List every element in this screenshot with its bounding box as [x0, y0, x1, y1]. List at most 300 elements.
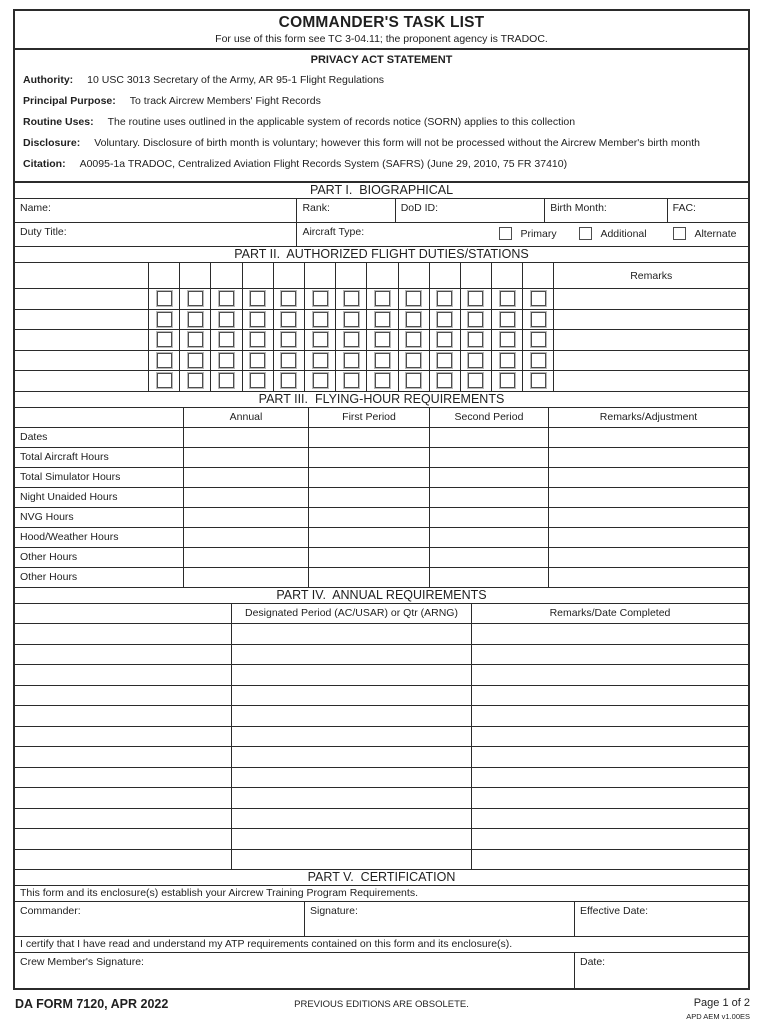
duty-checkbox-r3c6[interactable] [344, 353, 359, 368]
duty-checkbox-r1c2[interactable] [219, 312, 234, 327]
part3-row-2 [15, 468, 748, 488]
part4-period-cell[interactable] [231, 727, 471, 747]
certification-statement: This form and its enclosure(s) establish your Aircrew Training Program Requirements. [15, 886, 748, 902]
part2-row [15, 371, 748, 392]
duty-checkbox-r0c12[interactable] [531, 291, 546, 306]
part2-header-cell [429, 263, 460, 288]
duty-checkbox-r3c1[interactable] [188, 353, 203, 368]
part4-row-8 [15, 788, 748, 809]
part3-cell[interactable] [183, 568, 308, 587]
duty-checkbox-r3c3[interactable] [250, 353, 265, 368]
duty-checkbox-r4c1[interactable] [188, 373, 203, 388]
part3-cell[interactable] [308, 428, 429, 447]
part3-row-7 [15, 568, 748, 588]
part4-task-cell[interactable] [15, 624, 231, 644]
duty-checkbox-r4c6[interactable] [344, 373, 359, 388]
part2-header-cell [491, 263, 522, 288]
duty-checkbox-r4c0[interactable] [157, 373, 172, 388]
part2-checkbox-cell [210, 330, 241, 350]
part4-period-cell[interactable] [231, 768, 471, 788]
crew-signature-field[interactable] [15, 953, 574, 988]
duty-checkbox-r1c0[interactable] [157, 312, 172, 327]
birth-month-field[interactable] [544, 199, 666, 222]
part4-period-cell[interactable] [231, 665, 471, 685]
part2-checkbox-cell [242, 371, 273, 391]
duty-checkbox-r2c1[interactable] [188, 332, 203, 347]
part2-station-label-cell[interactable] [15, 263, 148, 288]
apd-version: APD AEM v1.00ES [686, 1012, 750, 1021]
part3-row-label: Other Hours [20, 550, 78, 563]
fac-field[interactable] [667, 199, 748, 222]
part2-checkbox-cell [491, 330, 522, 350]
part3-cell[interactable] [429, 448, 548, 467]
duty-checkbox-r2c9[interactable] [437, 332, 452, 347]
privacy-row-1 [15, 95, 748, 108]
duty-checkbox-r0c9[interactable] [437, 291, 452, 306]
part2-remarks-header: Remarks [553, 263, 748, 288]
duty-checkbox-r0c1[interactable] [188, 291, 203, 306]
part4-period-cell[interactable] [231, 850, 471, 870]
flying-hour-table [15, 408, 748, 588]
page-indicator: Page 1 of 2 [693, 997, 750, 1009]
part2-checkbox-cell [460, 351, 491, 371]
part4-task-cell[interactable] [15, 686, 231, 706]
part2-row [15, 351, 748, 372]
part4-row-6 [15, 747, 748, 768]
part2-checkbox-cell [335, 351, 366, 371]
duty-title-label: Duty Title: [20, 226, 67, 238]
privacy-row-label: Principal Purpose: [23, 95, 116, 107]
part4-remarks-cell[interactable] [471, 850, 748, 870]
part2-remarks-cell[interactable] [553, 330, 748, 350]
duty-checkbox-r3c9[interactable] [437, 353, 452, 368]
duty-checkbox-r2c4[interactable] [281, 332, 296, 347]
part2-checkbox-cell [398, 310, 429, 330]
duty-checkbox-r1c12[interactable] [531, 312, 546, 327]
part2-checkbox-cell [429, 289, 460, 309]
part3-cell[interactable] [548, 448, 748, 467]
editions-note: PREVIOUS EDITIONS ARE OBSOLETE. [294, 999, 469, 1010]
part3-cell[interactable] [308, 528, 429, 547]
rank-label: Rank: [302, 202, 330, 214]
aircraft-type-field[interactable] [296, 223, 748, 246]
part4-remarks-cell[interactable] [471, 624, 748, 644]
part4-task-cell[interactable] [15, 788, 231, 808]
part2-checkbox-cell [398, 330, 429, 350]
part1-row-biographical [15, 199, 748, 223]
commander-signature-row [15, 902, 748, 937]
duty-checkbox-r1c9[interactable] [437, 312, 452, 327]
part2-row [15, 330, 748, 351]
part4-row-4 [15, 706, 748, 727]
part3-col-header: Second Period [429, 408, 548, 427]
duty-checkbox-r3c5[interactable] [313, 353, 328, 368]
part2-checkbox-cell [522, 310, 553, 330]
part2-checkbox-cell [522, 351, 553, 371]
aircraft-type-label: Aircraft Type: [302, 226, 365, 238]
part4-task-cell[interactable] [15, 727, 231, 747]
part2-header-cell [304, 263, 335, 288]
part3-cell[interactable] [308, 468, 429, 487]
duty-checkbox-r3c7[interactable] [375, 353, 390, 368]
part3-row-3 [15, 488, 748, 508]
part3-cell[interactable] [308, 508, 429, 527]
part2-header-cell [148, 263, 179, 288]
part3-cell[interactable] [548, 568, 748, 587]
duty-checkbox-r4c7[interactable] [375, 373, 390, 388]
part3-cell[interactable] [548, 488, 748, 507]
duty-checkbox-r0c8[interactable] [406, 291, 421, 306]
part4-task-cell[interactable] [15, 768, 231, 788]
duty-checkbox-r1c10[interactable] [468, 312, 483, 327]
duty-checkbox-r0c5[interactable] [313, 291, 328, 306]
part2-checkbox-cell [273, 310, 304, 330]
part4-remarks-cell[interactable] [471, 645, 748, 665]
part4-task-cell[interactable] [15, 706, 231, 726]
duty-checkbox-r4c10[interactable] [468, 373, 483, 388]
duty-checkbox-r2c6[interactable] [344, 332, 359, 347]
part3-row-label: Hood/Weather Hours [20, 530, 119, 543]
additional-option [579, 227, 646, 240]
part4-remarks-cell[interactable] [471, 747, 748, 767]
part3-row-label: Total Simulator Hours [20, 470, 121, 483]
dod-id-field[interactable] [395, 199, 545, 222]
privacy-act-header: PRIVACY ACT STATEMENT [310, 54, 453, 66]
birth-month-label: Birth Month: [550, 202, 607, 214]
part2-station-cell[interactable] [15, 351, 148, 371]
duty-checkbox-r2c10[interactable] [468, 332, 483, 347]
flight-duties-grid [15, 263, 748, 392]
duty-title-field[interactable] [15, 223, 296, 246]
privacy-row-text: Voluntary. Disclosure of birth month is voluntary; however this form will not be processed without the Aircrew Member's birth month [94, 137, 701, 149]
part2-remarks-cell[interactable] [553, 289, 748, 309]
part3-cell[interactable] [183, 428, 308, 447]
duty-checkbox-r0c4[interactable] [281, 291, 296, 306]
part2-checkbox-cell [335, 289, 366, 309]
part2-checkbox-cell [242, 289, 273, 309]
duty-checkbox-r3c11[interactable] [500, 353, 515, 368]
part4-remarks-cell[interactable] [471, 809, 748, 829]
part3-col-header: Remarks/Adjustment [548, 408, 748, 427]
part3-cell[interactable] [548, 528, 748, 547]
part2-remarks-cell[interactable] [553, 371, 748, 391]
part4-period-cell[interactable] [231, 706, 471, 726]
part4-remarks-cell[interactable] [471, 768, 748, 788]
duty-checkbox-r2c8[interactable] [406, 332, 421, 347]
part2-station-cell[interactable] [15, 371, 148, 391]
duty-checkbox-r3c12[interactable] [531, 353, 546, 368]
part3-header-row [15, 408, 748, 428]
part3-cell[interactable] [548, 548, 748, 567]
part4-row-5 [15, 727, 748, 748]
part3-row-label: Total Aircraft Hours [20, 450, 109, 463]
part2-checkbox-cell [398, 289, 429, 309]
date-field[interactable] [574, 953, 748, 988]
part4-header: PART IV. ANNUAL REQUIREMENTS [15, 588, 748, 604]
part4-col-header: Designated Period (AC/USAR) or Qtr (ARNG) [231, 604, 471, 624]
part3-cell[interactable] [429, 508, 548, 527]
part3-col-header: Annual [183, 408, 308, 427]
part2-checkbox-cell [429, 371, 460, 391]
part3-row-label: Other Hours [20, 570, 78, 583]
privacy-row-4 [15, 158, 748, 171]
part2-header: PART II. AUTHORIZED FLIGHT DUTIES/STATIONS [15, 247, 748, 263]
part3-cell[interactable] [548, 468, 748, 487]
part2-checkbox-cell [429, 310, 460, 330]
name-label: Name: [20, 202, 51, 214]
form-title: COMMANDER'S TASK LIST [278, 14, 485, 31]
part3-cell[interactable] [429, 568, 548, 587]
part4-row-9 [15, 809, 748, 830]
certify-statement: I certify that I have read and understand my ATP requirements contained on this form and its enclosure(s). [15, 937, 748, 953]
part3-row-5 [15, 528, 748, 548]
part3-cell[interactable] [429, 548, 548, 567]
part3-row-0 [15, 428, 748, 448]
duty-checkbox-r0c10[interactable] [468, 291, 483, 306]
duty-checkbox-r2c7[interactable] [375, 332, 390, 347]
duty-checkbox-r0c11[interactable] [500, 291, 515, 306]
part2-header-row [15, 263, 748, 289]
part2-checkbox-cell [148, 371, 179, 391]
part4-col-header: Remarks/Date Completed [471, 604, 748, 624]
part3-cell[interactable] [308, 488, 429, 507]
part3-cell[interactable] [183, 508, 308, 527]
part4-task-cell[interactable] [15, 645, 231, 665]
part2-checkbox-cell [335, 371, 366, 391]
part4-row-1 [15, 645, 748, 666]
alternate-option [673, 227, 736, 240]
part2-checkbox-cell [398, 371, 429, 391]
part3-row-6 [15, 548, 748, 568]
duty-checkbox-r4c4[interactable] [281, 373, 296, 388]
part2-checkbox-cell [460, 289, 491, 309]
duty-checkbox-r4c12[interactable] [531, 373, 546, 388]
privacy-row-text: The routine uses outlined in the applicable system of records notice (SORN) applies to this collection [107, 116, 576, 128]
part2-checkbox-cell [491, 289, 522, 309]
part3-cell[interactable] [308, 448, 429, 467]
part4-task-cell[interactable] [15, 850, 231, 870]
privacy-row-text: To track Aircrew Members' Fight Records [129, 95, 321, 107]
commander-label: Commander: [20, 905, 81, 917]
crew-member-signature-row [15, 953, 748, 988]
duty-checkbox-r2c12[interactable] [531, 332, 546, 347]
part4-task-cell[interactable] [15, 829, 231, 849]
part3-col-header: First Period [308, 408, 429, 427]
alternate-checkbox[interactable] [673, 227, 686, 240]
part2-checkbox-cell [522, 289, 553, 309]
annual-requirements-table [15, 604, 748, 871]
duty-checkbox-r3c2[interactable] [219, 353, 234, 368]
part4-period-cell[interactable] [231, 809, 471, 829]
part4-row-11 [15, 850, 748, 871]
privacy-row-0 [15, 74, 748, 87]
part3-cell[interactable] [429, 528, 548, 547]
part4-period-cell[interactable] [231, 788, 471, 808]
primary-checkbox[interactable] [499, 227, 512, 240]
part2-row [15, 310, 748, 331]
part3-cell[interactable] [429, 488, 548, 507]
part3-cell[interactable] [183, 488, 308, 507]
duty-checkbox-r1c1[interactable] [188, 312, 203, 327]
part4-period-cell[interactable] [231, 829, 471, 849]
privacy-row-2 [15, 116, 748, 129]
part2-checkbox-cell [273, 289, 304, 309]
duty-checkbox-r1c7[interactable] [375, 312, 390, 327]
part2-header-cell [460, 263, 491, 288]
duty-checkbox-r0c2[interactable] [219, 291, 234, 306]
part2-checkbox-cell [304, 351, 335, 371]
part4-remarks-cell[interactable] [471, 686, 748, 706]
part2-checkbox-cell [366, 371, 397, 391]
part1-header: PART I. BIOGRAPHICAL [15, 183, 748, 199]
duty-checkbox-r3c8[interactable] [406, 353, 421, 368]
part5-header: PART V. CERTIFICATION [15, 870, 748, 886]
part3-cell[interactable] [183, 468, 308, 487]
alternate-label: Alternate [694, 227, 737, 240]
additional-label: Additional [600, 227, 647, 240]
part2-checkbox-cell [273, 371, 304, 391]
part4-remarks-cell[interactable] [471, 829, 748, 849]
part2-station-cell[interactable] [15, 330, 148, 350]
duty-checkbox-r1c8[interactable] [406, 312, 421, 327]
part4-task-cell[interactable] [15, 665, 231, 685]
part2-checkbox-cell [335, 330, 366, 350]
part3-corner-cell [15, 408, 183, 427]
part2-checkbox-cell [366, 310, 397, 330]
part4-row-3 [15, 686, 748, 707]
part4-remarks-cell[interactable] [471, 665, 748, 685]
part2-checkbox-cell [210, 289, 241, 309]
part2-checkbox-cell [335, 310, 366, 330]
part3-cell[interactable] [183, 548, 308, 567]
duty-checkbox-r1c3[interactable] [250, 312, 265, 327]
part2-checkbox-cell [366, 330, 397, 350]
effective-date-field[interactable] [574, 902, 748, 936]
duty-checkbox-r4c9[interactable] [437, 373, 452, 388]
privacy-row-text: A0095-1a TRADOC, Centralized Aviation Flight Records System (SAFRS) (June 29, 2010, 75 FR 37410) [79, 158, 568, 170]
part2-checkbox-cell [148, 330, 179, 350]
name-field[interactable] [15, 199, 296, 222]
part3-cell[interactable] [308, 548, 429, 567]
part1-row-duty [15, 223, 748, 247]
part4-task-cell[interactable] [15, 747, 231, 767]
part4-period-cell[interactable] [231, 624, 471, 644]
duty-checkbox-r0c6[interactable] [344, 291, 359, 306]
part3-cell[interactable] [183, 528, 308, 547]
part4-task-cell[interactable] [15, 809, 231, 829]
duty-checkbox-r0c7[interactable] [375, 291, 390, 306]
privacy-row-label: Authority: [23, 74, 74, 86]
part2-checkbox-cell [148, 310, 179, 330]
part2-checkbox-cell [491, 371, 522, 391]
duty-checkbox-r0c3[interactable] [250, 291, 265, 306]
part4-period-cell[interactable] [231, 747, 471, 767]
title-block [15, 11, 748, 50]
duty-checkbox-r1c11[interactable] [500, 312, 515, 327]
part2-checkbox-cell [522, 330, 553, 350]
crew-signature-label: Crew Member's Signature: [20, 956, 144, 968]
part2-checkbox-cell [148, 289, 179, 309]
duty-checkbox-r1c4[interactable] [281, 312, 296, 327]
part2-checkbox-cell [366, 289, 397, 309]
duty-checkbox-r2c3[interactable] [250, 332, 265, 347]
additional-checkbox[interactable] [579, 227, 592, 240]
part2-header-cell [179, 263, 210, 288]
part4-remarks-cell[interactable] [471, 706, 748, 726]
duty-checkbox-r3c4[interactable] [281, 353, 296, 368]
duty-checkbox-r3c0[interactable] [157, 353, 172, 368]
part4-period-cell[interactable] [231, 645, 471, 665]
part2-checkbox-cell [398, 351, 429, 371]
duty-checkbox-r4c11[interactable] [500, 373, 515, 388]
part3-cell[interactable] [429, 428, 548, 447]
duty-checkbox-r2c5[interactable] [313, 332, 328, 347]
signature-field[interactable] [304, 902, 574, 936]
duty-checkbox-r4c3[interactable] [250, 373, 265, 388]
privacy-row-3 [15, 137, 748, 150]
part3-row-4 [15, 508, 748, 528]
part2-checkbox-cell [460, 330, 491, 350]
duty-checkbox-r1c6[interactable] [344, 312, 359, 327]
part2-station-cell[interactable] [15, 310, 148, 330]
duty-checkbox-r2c11[interactable] [500, 332, 515, 347]
duty-checkbox-r4c5[interactable] [313, 373, 328, 388]
part3-cell[interactable] [548, 428, 748, 447]
form-number: DA FORM 7120, APR 2022 [15, 997, 169, 1011]
part2-checkbox-cell [273, 351, 304, 371]
part2-checkbox-cell [491, 310, 522, 330]
commanders-task-list-form [13, 9, 750, 990]
duty-checkbox-r3c10[interactable] [468, 353, 483, 368]
form-subtitle: For use of this form see TC 3-04.11; the proponent agency is TRADOC. [215, 33, 548, 45]
part4-remarks-cell[interactable] [471, 788, 748, 808]
date-label: Date: [580, 956, 606, 968]
signature-label: Signature: [310, 905, 358, 917]
part3-row-label: NVG Hours [20, 510, 74, 523]
part2-header-cell [335, 263, 366, 288]
part2-header-cell [398, 263, 429, 288]
part2-header-cell [273, 263, 304, 288]
part2-station-cell[interactable] [15, 289, 148, 309]
part2-checkbox-cell [304, 330, 335, 350]
duty-checkbox-r4c2[interactable] [219, 373, 234, 388]
privacy-row-label: Citation: [23, 158, 66, 170]
part3-cell[interactable] [548, 508, 748, 527]
privacy-row-label: Routine Uses: [23, 116, 94, 128]
duty-checkbox-r4c8[interactable] [406, 373, 421, 388]
commander-field[interactable] [15, 902, 304, 936]
duty-checkbox-r0c0[interactable] [157, 291, 172, 306]
primary-option [499, 227, 556, 240]
duty-checkbox-r1c5[interactable] [313, 312, 328, 327]
part4-corner-cell [15, 604, 231, 624]
part2-remarks-cell[interactable] [553, 351, 748, 371]
part3-cell[interactable] [429, 468, 548, 487]
fac-label: FAC: [672, 202, 696, 214]
duty-checkbox-r2c2[interactable] [219, 332, 234, 347]
part2-remarks-cell[interactable] [553, 310, 748, 330]
part4-period-cell[interactable] [231, 686, 471, 706]
rank-field[interactable] [296, 199, 394, 222]
part4-header-row [15, 604, 748, 625]
part3-cell[interactable] [308, 568, 429, 587]
part3-header: PART III. FLYING-HOUR REQUIREMENTS [15, 392, 748, 408]
part4-remarks-cell[interactable] [471, 727, 748, 747]
part2-checkbox-cell [429, 330, 460, 350]
duty-checkbox-r2c0[interactable] [157, 332, 172, 347]
part3-cell[interactable] [183, 448, 308, 467]
part2-checkbox-cell [460, 310, 491, 330]
